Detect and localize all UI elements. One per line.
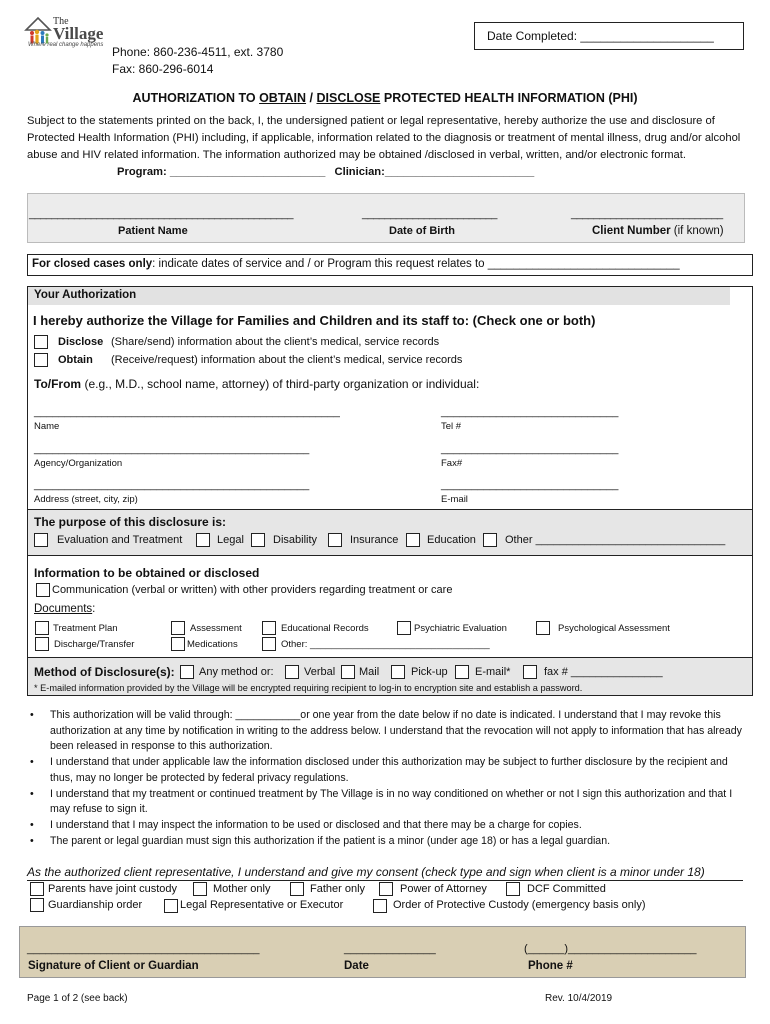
method-fax-checkbox[interactable] [523, 665, 537, 679]
communication-checkbox[interactable] [36, 583, 50, 597]
signature-phone-label: Phone # [528, 960, 573, 972]
representative-divider [27, 880, 743, 881]
doc-medications-checkbox[interactable] [171, 637, 185, 651]
authorization-header: Your Authorization [28, 287, 730, 305]
rep-mother-label: Mother only [213, 883, 271, 895]
doc-treatment-plan-checkbox[interactable] [35, 621, 49, 635]
purpose-education-label: Education [427, 534, 476, 546]
date-completed-field[interactable]: Date Completed: ____________________ [474, 22, 744, 50]
logo-word-the: The [53, 16, 69, 27]
signature-label: Signature of Client or Guardian [28, 960, 199, 972]
phone-text: Phone: 860-236-4511, ext. 3780 [112, 45, 284, 59]
signature-phone-field[interactable]: (______)_____________________ [524, 943, 697, 955]
program-field[interactable]: Program: _________________________ [117, 166, 326, 178]
logo-word-village: Village [53, 24, 104, 43]
documents-label [34, 603, 95, 615]
rep-joint-custody-checkbox[interactable] [30, 882, 44, 896]
purpose-disability-label: Disability [273, 534, 318, 546]
client-number-label [592, 225, 724, 237]
method-any-checkbox[interactable] [180, 665, 194, 679]
doc-educational-label: Educational Records [281, 623, 369, 634]
terms-item: • I understand that under applicable law the information disclosed under this authorization may be subject to further disclosure by the recipient and thus, may no longer be protected by federal privacy regulations. [30, 755, 750, 786]
closed-cases-field[interactable] [27, 254, 753, 276]
obtain-text: (Receive/request) information about the client’s medical, service records [111, 354, 463, 366]
intro-paragraph [27, 113, 747, 181]
rep-mother-checkbox[interactable] [193, 882, 207, 896]
title-slash: / [306, 91, 317, 105]
communication-label: Communication (verbal or written) with other providers regarding treatment or care [52, 584, 453, 596]
recipient-name-field[interactable]: __________________________________________________ [34, 406, 340, 418]
contact-info [112, 44, 283, 78]
rep-protective-custody-label: Order of Protective Custody (emergency basis only) [393, 899, 646, 911]
recipient-email-label: E-mail [441, 494, 468, 505]
purpose-title: The purpose of this disclosure is: [34, 515, 227, 529]
purpose-disability-checkbox[interactable] [251, 533, 265, 547]
doc-educational-checkbox[interactable] [262, 621, 276, 635]
method-title: Method of Disclosure(s): [34, 665, 175, 679]
method-pickup-checkbox[interactable] [391, 665, 405, 679]
doc-assessment-label: Assessment [190, 623, 242, 634]
method-mail-label: Mail [359, 666, 380, 678]
signature-field[interactable]: ______________________________________ [27, 943, 260, 955]
agency-label: Agency/Organization [34, 458, 123, 469]
patient-name-field[interactable]: _______________________________________________ [29, 208, 294, 220]
doc-discharge-label: Discharge/Transfer [54, 639, 135, 650]
purpose-education-checkbox[interactable] [406, 533, 420, 547]
documents-colon: : [92, 603, 96, 615]
client-number-suffix: (if known) [670, 225, 724, 237]
doc-treatment-plan-label: Treatment Plan [53, 623, 118, 634]
rep-guardianship-checkbox[interactable] [30, 898, 44, 912]
method-mail-checkbox[interactable] [341, 665, 355, 679]
documents-label-text: Documents [34, 603, 93, 615]
date-of-birth-field[interactable]: ________________________ [362, 208, 497, 220]
representative-title: As the authorized client representative, I understand and give my consent (check type and sign when client is a minor under 18) [27, 865, 705, 879]
method-any-label: Any method or: [199, 666, 274, 678]
disclose-label: Disclose [58, 336, 104, 348]
purpose-legal-checkbox[interactable] [196, 533, 210, 547]
page-number: Page 1 of 2 (see back) [27, 993, 128, 1004]
rep-power-of-attorney-checkbox[interactable] [379, 882, 393, 896]
rep-protective-custody-checkbox[interactable] [373, 899, 387, 913]
terms-item: • I understand that my treatment or continued treatment by The Village is in no way conditioned on whether or not I sign this authorization and that I may refuse to sign it. [30, 787, 750, 818]
doc-other-checkbox[interactable] [262, 637, 276, 651]
terms-list [30, 708, 750, 849]
purpose-evaluation-label: Evaluation and Treatment [57, 534, 183, 546]
to-from-label: To/From [34, 377, 82, 391]
agency-field[interactable]: _____________________________________________ [34, 443, 310, 455]
doc-discharge-checkbox[interactable] [35, 637, 49, 651]
patient-name-label: Patient Name [118, 225, 188, 237]
rep-dcf-label: DCF Committed [527, 883, 606, 895]
address-field[interactable]: _____________________________________________ [34, 479, 310, 491]
purpose-evaluation-checkbox[interactable] [34, 533, 48, 547]
method-email-label: E-mail* [475, 666, 511, 678]
rep-legal-representative-label: Legal Representative or Executor [180, 899, 344, 911]
closed-cases-text: : indicate dates of service and / or Program this request relates to ______________________________ [152, 258, 680, 270]
method-pickup-label: Pick-up [411, 666, 448, 678]
terms-item: • The parent or legal guardian must sign this authorization if the patient is a minor (under age 18) or has a legal guardian. [30, 834, 750, 850]
recipient-fax-label: Fax# [441, 458, 463, 469]
recipient-tel-field[interactable]: _____________________________ [441, 406, 619, 418]
rep-father-label: Father only [310, 883, 366, 895]
obtain-checkbox[interactable] [34, 353, 48, 367]
doc-psychological-checkbox[interactable] [536, 621, 550, 635]
method-email-checkbox[interactable] [455, 665, 469, 679]
date-of-birth-label: Date of Birth [389, 225, 455, 237]
disclose-checkbox[interactable] [34, 335, 48, 349]
closed-cases-label: For closed cases only [32, 258, 153, 270]
signature-date-field[interactable]: _______________ [344, 943, 436, 955]
to-from-text: (e.g., M.D., school name, attorney) of third-party organization or individual: [81, 377, 480, 391]
obtain-label: Obtain [58, 354, 93, 366]
logo-wordmark [53, 16, 104, 43]
doc-psychiatric-label: Psychiatric Evaluation [414, 623, 507, 634]
logo-tagline: Where real change happens [28, 42, 104, 48]
rep-dcf-checkbox[interactable] [506, 882, 520, 896]
recipient-fax-field[interactable]: _____________________________ [441, 443, 619, 455]
recipient-email-field[interactable]: _____________________________ [441, 479, 619, 491]
purpose-other-checkbox[interactable] [483, 533, 497, 547]
intro-text: Subject to the statements printed on the back, I, the undersigned patient or legal representative, hereby authorize the use and disclosure of Protected Health Information (PHI) including, if applicable, information related to the diagnosis or treatment of mental illness, drug and/or alcohol abuse and HIV related information. The information authorized may be obtained /disclosed in verbal, written, and/or electronic format. [27, 115, 741, 161]
rep-power-of-attorney-label: Power of Attorney [400, 883, 487, 895]
rep-legal-representative-checkbox[interactable] [164, 899, 178, 913]
client-number-field[interactable]: ___________________________ [571, 208, 723, 220]
terms-item: • This authorization will be valid through: ___________or one year from the date below if no date is indicated. I understand that I may revoke this authorization at any time by notification in writing to the address below. I understand that the revocation will not apply to information that has already been released in response to this authorization. [30, 708, 750, 755]
recipient-name-label: Name [34, 421, 60, 432]
signature-date-label: Date [344, 960, 369, 972]
purpose-legal-label: Legal [217, 534, 244, 546]
purpose-other-label: Other _______________________________ [505, 534, 726, 546]
purpose-insurance-label: Insurance [350, 534, 399, 546]
terms-item: • I understand that I may inspect the information to be used or disclosed and that there may be a charge for copies. [30, 818, 750, 834]
client-number-label-bold: Client Number [592, 225, 671, 237]
clinician-field[interactable]: Clinician:________________________ [334, 166, 535, 178]
method-footnote: * E-mailed information provided by the Village will be encrypted requiring recipient to log-in to encryption site and establish a password. [34, 683, 583, 693]
fax-text: Fax: 860-296-6014 [112, 62, 214, 76]
disclose-text: (Share/send) information about the client’s medical, service records [111, 336, 440, 348]
method-verbal-label: Verbal [304, 666, 336, 678]
authorization-title: I hereby authorize the Village for Families and Children and its staff to: (Check one or both) [33, 313, 596, 328]
revision-date: Rev. 10/4/2019 [545, 993, 613, 1004]
method-verbal-checkbox[interactable] [285, 665, 299, 679]
form-title [0, 91, 770, 105]
doc-assessment-checkbox[interactable] [171, 621, 185, 635]
rep-joint-custody-label: Parents have joint custody [48, 883, 178, 895]
title-prefix: AUTHORIZATION TO [132, 91, 260, 105]
rep-guardianship-label: Guardianship order [48, 899, 143, 911]
recipient-tel-label: Tel # [441, 421, 462, 432]
information-title: Information to be obtained or disclosed [34, 566, 260, 580]
doc-medications-label: Medications [187, 639, 238, 650]
title-obtain: OBTAIN [259, 91, 307, 105]
doc-other-label: Other: __________________________________ [281, 639, 490, 650]
purpose-insurance-checkbox[interactable] [328, 533, 342, 547]
doc-psychological-label: Psychological Assessment [558, 623, 670, 634]
to-from-line [34, 377, 479, 391]
method-fax-label: fax # _______________ [544, 666, 663, 678]
title-suffix: PROTECTED HEALTH INFORMATION (PHI) [380, 91, 638, 105]
title-disclose: DISCLOSE [316, 91, 381, 105]
rep-father-checkbox[interactable] [290, 882, 304, 896]
doc-psychiatric-checkbox[interactable] [397, 621, 411, 635]
address-label: Address (street, city, zip) [34, 494, 138, 505]
